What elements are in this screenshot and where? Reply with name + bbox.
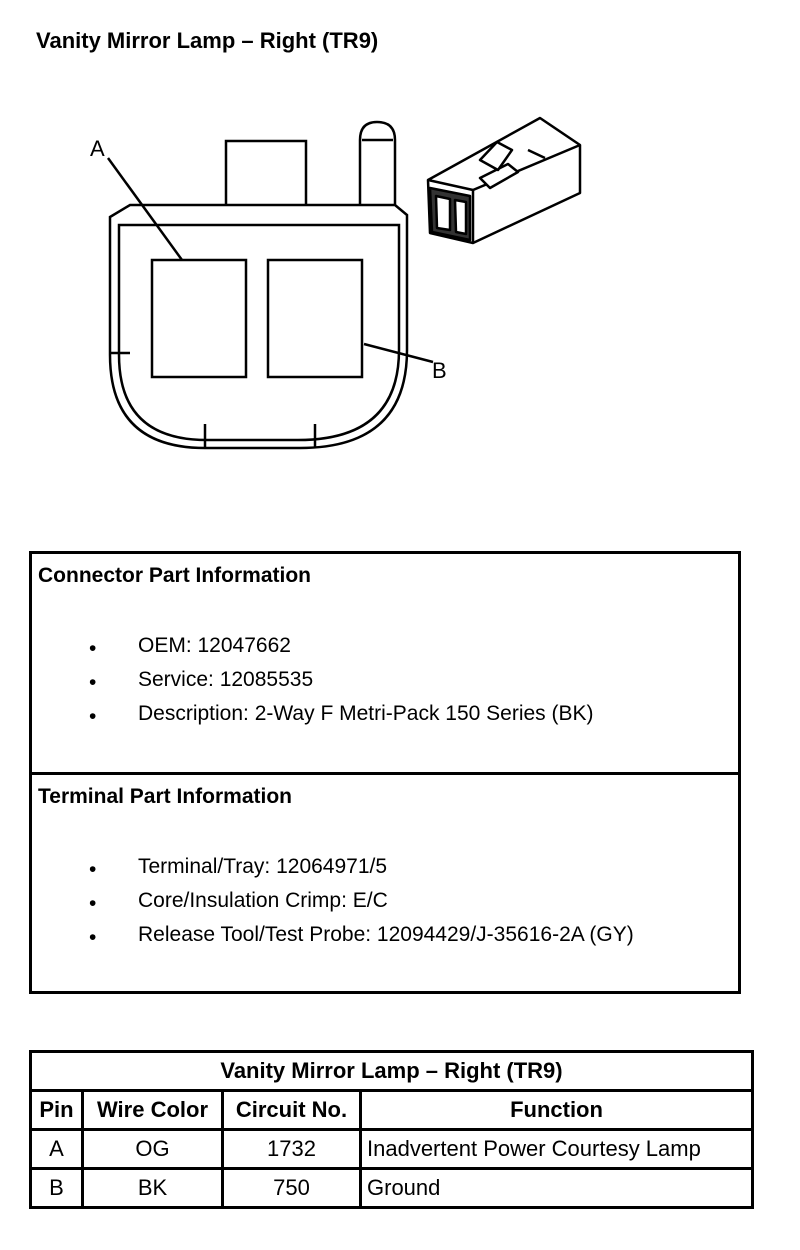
terminal-crimp: Core/Insulation Crimp: E/C [138, 889, 388, 912]
wire-color-cell: OG [83, 1130, 223, 1169]
connector-part-heading: Connector Part Information [38, 564, 312, 587]
cavity-b [268, 260, 362, 377]
connector-description: Description: 2-Way F Metri-Pack 150 Series (BK) [138, 702, 594, 725]
function-cell: Inadvertent Power Courtesy Lamp [361, 1130, 753, 1169]
column-header: Function [361, 1091, 753, 1130]
table-row [31, 1130, 753, 1169]
bullet-icon: • [89, 671, 97, 694]
table-row [31, 1169, 753, 1208]
table-caption: Vanity Mirror Lamp – Right (TR9) [31, 1052, 753, 1091]
column-header: Circuit No. [223, 1091, 361, 1130]
table-caption-row [31, 1052, 753, 1091]
terminal-part-section [32, 772, 738, 994]
part-info-box [29, 551, 741, 994]
wire-color-cell: BK [83, 1169, 223, 1208]
bullet-icon: • [89, 637, 97, 660]
pin-cell: B [31, 1169, 83, 1208]
label-b: B [432, 358, 447, 383]
column-header: Wire Color [83, 1091, 223, 1130]
terminal-release-tool: Release Tool/Test Probe: 12094429/J-35616-2A (GY) [138, 923, 634, 946]
connector-isometric-view [428, 118, 580, 243]
connector-part-section [32, 554, 738, 771]
terminal-tray: Terminal/Tray: 12064971/5 [138, 855, 388, 878]
circuit-cell: 1732 [223, 1130, 361, 1169]
page-title: Vanity Mirror Lamp – Right (TR9) [36, 28, 379, 53]
bullet-icon: • [89, 705, 97, 728]
bullet-icon: • [89, 858, 97, 881]
function-cell: Ground [361, 1169, 753, 1208]
label-a: A [90, 136, 105, 161]
pin-cell: A [31, 1130, 83, 1169]
pinout-table [29, 1050, 754, 1209]
connector-diagram [0, 0, 800, 500]
bullet-icon: • [89, 892, 97, 915]
cavity-a [152, 260, 246, 377]
circuit-cell: 750 [223, 1169, 361, 1208]
terminal-part-heading: Terminal Part Information [38, 785, 292, 808]
connector-service: Service: 12085535 [138, 668, 314, 691]
bullet-icon: • [89, 926, 97, 949]
column-header: Pin [31, 1091, 83, 1130]
connector-oem: OEM: 12047662 [138, 634, 291, 657]
table-header-row [31, 1091, 753, 1130]
